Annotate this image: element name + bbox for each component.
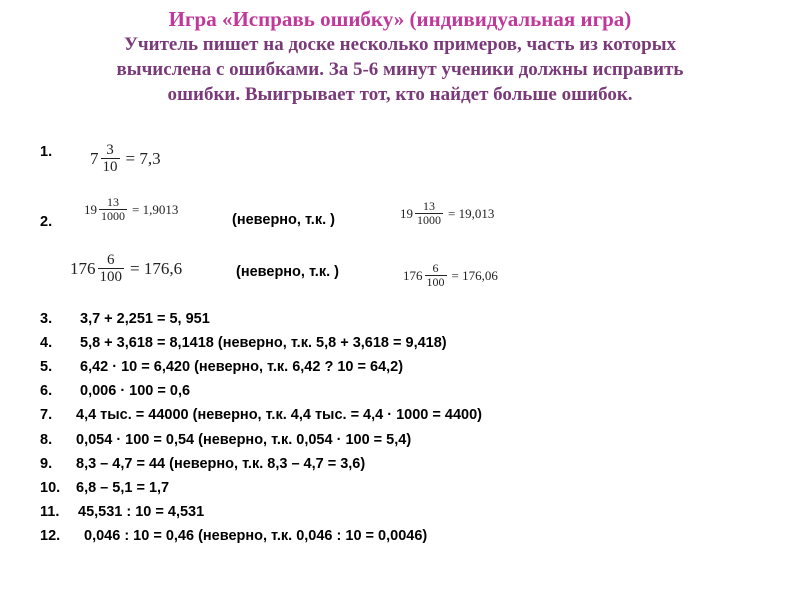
example-2-equation	[84, 196, 178, 223]
list-item-9: 9. 8,3 – 4,7 = 44 (неверно, т.к. 8,3 – 4,7 = 3,6)	[40, 456, 366, 472]
example-2-fix-numerator: 13	[423, 199, 435, 213]
list-item-5: 5. 6,42 · 10 = 6,420 (неверно, т.к. 6,42 ? 10 = 64,2)	[40, 359, 404, 375]
example-2-fix-denominator: 1000	[417, 213, 441, 227]
example-2b-fix-numerator: 6	[432, 261, 439, 275]
subtitle-line-1: Учитель пишет на доске несколько примеров, часть из которых	[123, 34, 677, 55]
example-2b-rhs: = 176,6	[130, 258, 183, 278]
example-2b-equation	[70, 252, 182, 285]
example-1-equation	[90, 142, 161, 175]
list-item-11: 11. 45,531 : 10 = 4,531	[40, 504, 205, 520]
example-2b-whole: 176	[70, 258, 96, 278]
subtitle-line-2: вычислена с ошибками. За 5-6 минут ученики должны исправить	[116, 59, 684, 80]
example-1-numerator: 3	[106, 142, 114, 158]
list-item-12: 12. 0,046 : 10 = 0,46 (неверно, т.к. 0,046 : 10 = 0,0046)	[40, 528, 428, 544]
example-1-number: 1.	[40, 144, 53, 160]
list-item-10: 10. 6,8 – 5,1 = 1,7	[40, 480, 170, 496]
example-2b-fraction	[98, 252, 125, 285]
example-2b-numerator: 6	[107, 252, 115, 268]
example-2-correction	[400, 200, 494, 227]
example-2-denominator: 1000	[101, 209, 125, 223]
list-item-8: 8. 0,054 · 100 = 0,54 (неверно, т.к. 0,054 · 100 = 5,4)	[40, 432, 412, 448]
example-2b-fix-rhs: = 176,06	[451, 267, 498, 283]
example-2-fix-rhs: = 19,013	[448, 205, 495, 221]
list-item-6: 6. 0,006 · 100 = 0,6	[40, 383, 191, 399]
example-2b-denominator: 100	[99, 269, 122, 285]
example-2-whole: 19	[84, 201, 97, 217]
subtitle-line-3: ошибки. Выигрывает тот, кто найдет больше ошибок.	[167, 84, 633, 105]
example-2-number: 2.	[40, 214, 53, 230]
list-item-7: 7. 4,4 тыс. = 44000 (неверно, т.к. 4,4 тыс. = 4,4 · 1000 = 4400)	[40, 407, 482, 423]
example-2-fix-fraction	[415, 200, 443, 227]
example-1-fraction	[101, 142, 120, 175]
example-1-denominator: 10	[102, 159, 118, 175]
example-2b-note: (неверно, т.к. )	[236, 264, 339, 280]
list-item-4: 4. 5,8 + 3,618 = 8,1418 (неверно, т.к. 5,8 + 3,618 = 9,418)	[40, 335, 447, 351]
example-2-fix-whole: 19	[400, 205, 413, 221]
example-2-numerator: 13	[107, 195, 119, 209]
example-1-rhs: = 7,3	[125, 148, 161, 168]
slide-header	[60, 6, 740, 107]
list-item-3: 3. 3,7 + 2,251 = 5, 951	[40, 311, 210, 327]
example-2b-fix-denominator: 100	[426, 275, 445, 289]
example-2b-correction	[403, 262, 498, 289]
example-2-rhs: = 1,9013	[132, 201, 179, 217]
example-2b-fix-fraction	[425, 262, 447, 289]
slide-title: Игра «Исправь ошибку» (индивидуальная игра)	[168, 7, 632, 31]
example-2b-fix-whole: 176	[403, 267, 423, 283]
example-1-whole: 7	[90, 148, 99, 168]
example-2-note: (неверно, т.к. )	[232, 212, 335, 228]
example-2-fraction	[99, 196, 127, 223]
